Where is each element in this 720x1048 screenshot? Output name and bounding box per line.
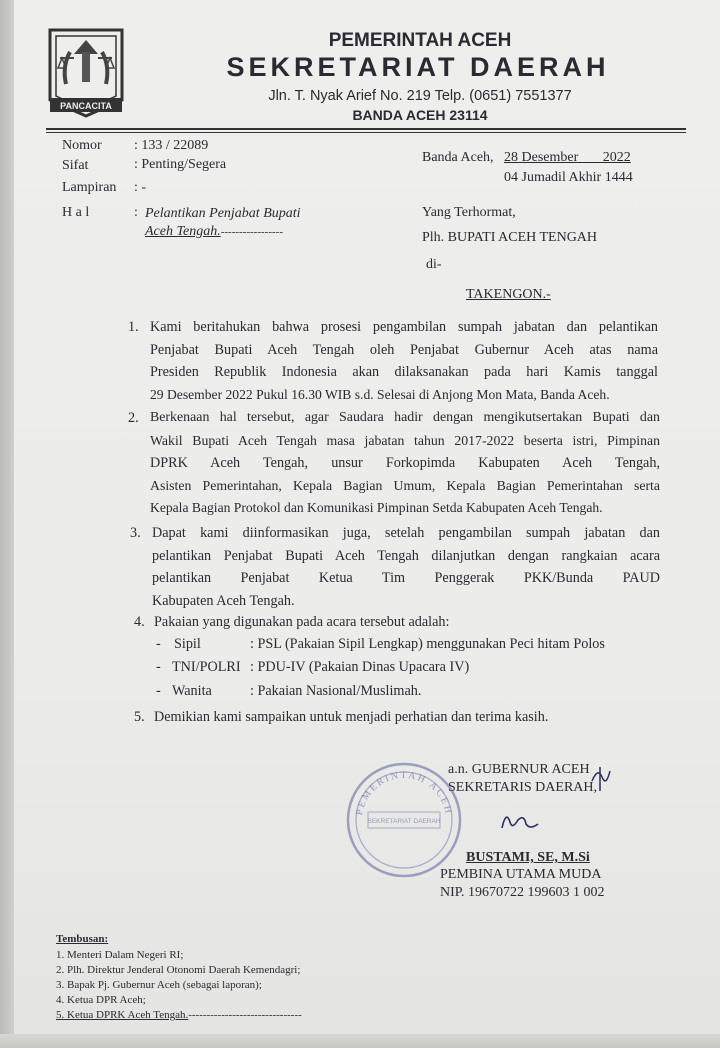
tembusan-item-last: 5. Ketua DPRK Aceh Tengah.------------------------------- (56, 1009, 302, 1021)
paragraph-line: Berkenaan hal tersebut, agar Saudara hadir dengan mengikutsertakan Bupati dan (150, 410, 660, 425)
date-gregorian: 28 Desember 2022 (504, 150, 631, 165)
sifat-label: Sifat (62, 158, 89, 173)
tembusan-label: Tembusan: (56, 933, 109, 945)
dress-item-role: TNI/POLRI (172, 659, 241, 675)
page-bottom-shadow (0, 1034, 720, 1048)
paragraph-line: DPRK Aceh Tengah, unsur Forkopimda Kabupaten Aceh Tengah, (150, 455, 660, 472)
letterhead-address: Jln. T. Nyak Arief No. 219 Telp. (0651) 7551377 (268, 88, 572, 104)
date-hijri: 04 Jumadil Akhir 1444 (504, 170, 633, 185)
paragraph-4-intro: Pakaian yang digunakan pada acara tersebut adalah: (154, 614, 450, 630)
paragraph-line: Wakil Bupati Aceh Tengah masa jabatan tahun 2017-2022 beserta istri, Pimpinan (150, 432, 660, 448)
paragraph-line: Kepala Bagian Protokol dan Komunikasi Pimpinan Setda Kabupaten Aceh Tengah. (150, 500, 603, 516)
hal-subject-line2: Aceh Tengah.----------------- (145, 224, 283, 239)
recipient-di: di- (426, 257, 442, 272)
paragraph-2 (128, 407, 660, 520)
tembusan-item: 4. Ketua DPR Aceh; (56, 994, 146, 1006)
recipient-greeting: Yang Terhormat, (422, 205, 516, 220)
dress-item-value: : PDU-IV (Pakaian Dinas Upacara IV) (250, 659, 470, 675)
letterhead-rule-thin (46, 132, 686, 133)
stamp-center-text: SEKRETARIAT DAERAH (367, 818, 441, 825)
signatory-name: BUSTAMI, SE, M.Si (466, 850, 590, 865)
tembusan-item: 2. Plh. Direktur Jenderal Otonomi Daerah Kemendagri; (56, 964, 301, 976)
dress-item-role: Wanita (172, 683, 212, 699)
lampiran-label: Lampiran (62, 180, 117, 195)
sifat-value: : Penting/Segera (134, 157, 227, 172)
official-stamp (344, 760, 464, 880)
paragraph-2-number: 2. (128, 410, 139, 426)
nomor-label: Nomor (62, 138, 102, 153)
svg-text:PEMERINTAH ACEH: PEMERINTAH ACEH (354, 769, 454, 817)
dress-item-value: : Pakaian Nasional/Muslimah. (250, 683, 422, 699)
date-place: Banda Aceh, (422, 150, 494, 165)
letterhead-city: BANDA ACEH 23114 (352, 107, 488, 123)
paragraph-line: Kabupaten Aceh Tengah. (152, 592, 295, 609)
paragraph-1-number: 1. (128, 319, 139, 335)
paragraph-line: 29 Desember 2022 Pukul 16.30 WIB s.d. Selesai di Anjong Mon Mata, Banda Aceh. (150, 386, 610, 402)
letterhead-rule-thick (46, 128, 686, 130)
handwritten-signature (498, 808, 542, 834)
recipient-place: TAKENGON.- (466, 287, 551, 302)
lampiran-value: : - (134, 180, 147, 195)
paragraph-3 (130, 522, 660, 612)
tembusan-item: 3. Bapak Pj. Gubernur Aceh (sebagai laporan); (56, 979, 262, 991)
dress-item-dash: - (156, 636, 161, 652)
paragraph-line: Dapat kami diinformasikan juga, setelah pengambilan sumpah jabatan dan (152, 525, 660, 541)
dress-item-dash: - (156, 683, 161, 699)
paragraph-4-number: 4. (134, 614, 145, 630)
dress-item-role: Sipil (174, 636, 201, 652)
paragraph-line: pelantikan Penjabat Ketua Tim Penggerak PKK/Bunda PAUD (152, 570, 660, 587)
signatory-nip: NIP. 19670722 199603 1 002 (440, 885, 605, 900)
paragraph-5: Demikian kami sampaikan untuk menjadi perhatian dan terima kasih. (154, 709, 549, 725)
signature-on-behalf: a.n. GUBERNUR ACEH (448, 762, 590, 777)
hal-label: H a l (62, 205, 90, 220)
paragraph-1 (128, 316, 658, 406)
paragraph-5-number: 5. (134, 709, 145, 725)
paragraph-line: Presiden Republik Indonesia akan dilaksanakan pada hari Kamis tanggal (150, 364, 658, 381)
paragraph-line: Kami beritahukan bahwa prosesi pengambilan sumpah jabatan dan pelantikan (150, 319, 658, 335)
tembusan-item: 1. Menteri Dalam Negeri RI; (56, 949, 184, 961)
dress-item-dash: - (156, 659, 161, 675)
signatory-rank: PEMBINA UTAMA MUDA (440, 867, 602, 882)
handwritten-mark (588, 763, 614, 793)
letterhead-government: PEMERINTAH ACEH (328, 30, 512, 51)
paragraph-3-number: 3. (130, 525, 141, 541)
dress-item-value: : PSL (Pakaian Sipil Lengkap) menggunakan Peci hitam Polos (250, 636, 605, 652)
signature-title: SEKRETARIS DAERAH, (448, 780, 597, 795)
nomor-value: : 133 / 22089 (134, 138, 209, 153)
pancacita-emblem-logo (44, 22, 128, 120)
paragraph-line: pelantikan Penjabat Bupati Aceh Tengah dilanjutkan dengan rangkaian acara (152, 547, 660, 564)
paragraph-line: Penjabat Bupati Aceh Tengah oleh Penjabat Gubernur Aceh atas nama (150, 341, 658, 358)
hal-subject-line1: Pelantikan Penjabat Bupati (145, 206, 301, 221)
recipient-name: Plh. BUPATI ACEH TENGAH (422, 230, 598, 245)
letterhead-office: SEKRETARIAT DAERAH (226, 52, 610, 82)
hal-separator: : (134, 205, 138, 220)
paragraph-line: Asisten Pemerintahan, Kepala Bagian Umum, Kepala Bagian Pemerintahan serta (150, 477, 660, 493)
logo-label: PANCACITA (60, 101, 112, 111)
